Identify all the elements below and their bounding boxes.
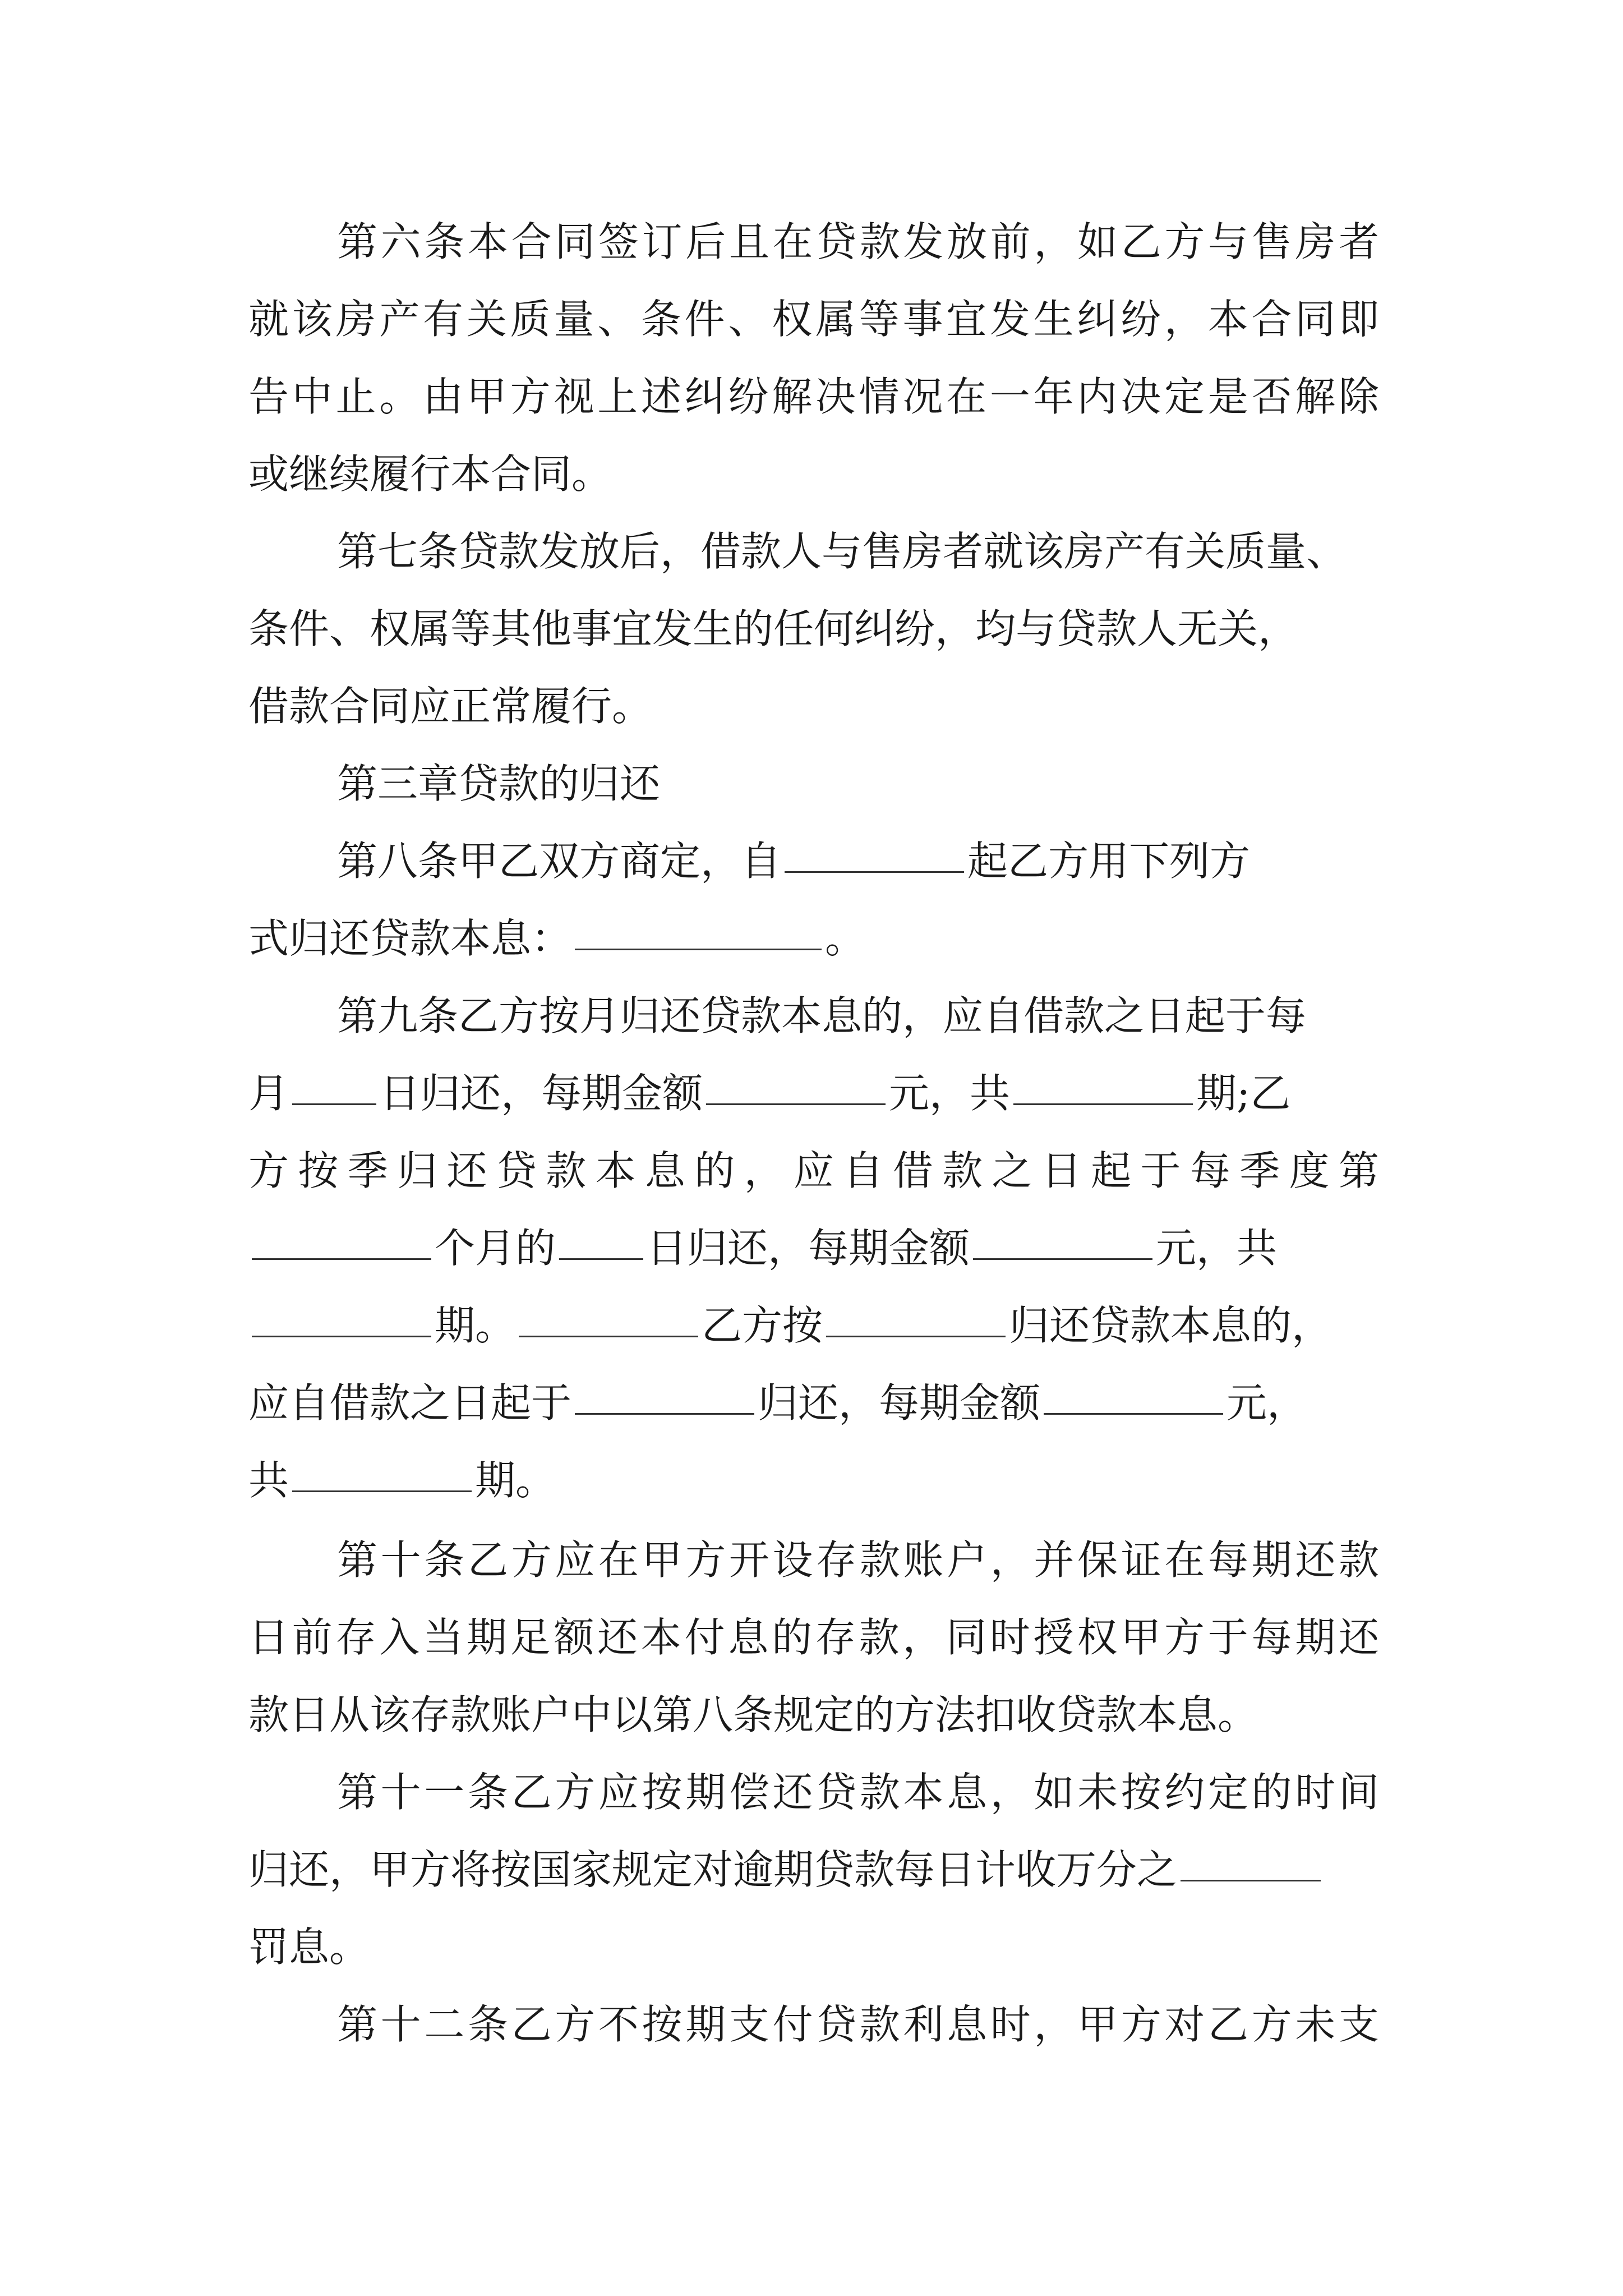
text: 就该房产有关质量、条件、权属等事宜发生纠纷，本合同即 — [248, 296, 1382, 343]
text: 方按季归还贷款本息的，应自借款之日起于每季度第 — [248, 1147, 1389, 1194]
text: 归还，每期金额 — [758, 1379, 1041, 1427]
repayment-method-blank[interactable] — [575, 914, 822, 950]
text: 元，共 — [1156, 1225, 1278, 1272]
article10-line2 — [248, 1599, 1382, 1676]
article7-line1 — [248, 513, 1379, 590]
article6-line4 — [248, 435, 1379, 513]
monthly-amount-blank[interactable] — [706, 1069, 886, 1105]
text: 或继续履行本合同。 — [248, 450, 612, 498]
other-date-blank[interactable] — [575, 1378, 754, 1415]
article9-line3 — [248, 1132, 1389, 1209]
article12-line1 — [248, 1986, 1382, 2063]
text: 元， — [1227, 1379, 1308, 1427]
article7-line3 — [248, 668, 1379, 745]
article9-line2 — [248, 1055, 1379, 1132]
text: 借款合同应正常履行。 — [248, 683, 653, 730]
text: 应自借款之日起于 — [248, 1379, 572, 1427]
other-method-blank[interactable] — [519, 1301, 698, 1337]
other-frequency-blank[interactable] — [826, 1301, 1006, 1337]
text: 第十条乙方应在甲方开设存款账户，并保证在每期还款 — [337, 1536, 1382, 1584]
text: 起乙方用下列方 — [967, 838, 1251, 885]
text: 个月的 — [435, 1225, 556, 1272]
text: 罚息。 — [248, 1924, 370, 1971]
start-date-blank[interactable] — [785, 836, 964, 873]
text: 元，共 — [889, 1070, 1011, 1117]
monthly-day-blank[interactable] — [292, 1069, 376, 1105]
text: 第十二条乙方不按期支付贷款利息时，甲方对乙方未支 — [337, 2001, 1382, 2048]
article6-line1 — [248, 203, 1382, 280]
text: 条件、权属等其他事宜发生的任何纠纷，均与贷款人无关， — [248, 605, 1299, 652]
text: 款日从该存款账户中以第八条规定的方法扣收贷款本息。 — [248, 1691, 1258, 1738]
text: 第九条乙方按月归还贷款本息的，应自借款之日起于每 — [337, 992, 1307, 1039]
chapter-heading — [248, 745, 1379, 822]
article11-line3 — [248, 1908, 1379, 1986]
quarter-day-blank[interactable] — [559, 1223, 643, 1260]
article6-line2 — [248, 280, 1382, 358]
text: 式归还贷款本息： — [248, 915, 572, 962]
monthly-periods-blank[interactable] — [1013, 1069, 1193, 1105]
text: 日归还，每期金额 — [647, 1225, 970, 1272]
text: 期。 — [475, 1457, 556, 1504]
quarter-month-blank[interactable] — [252, 1223, 431, 1260]
article9-line6 — [248, 1364, 1379, 1442]
text: 日归还，每期金额 — [380, 1070, 703, 1117]
article9-line1 — [248, 977, 1379, 1055]
article8-line2 — [248, 900, 1379, 977]
other-amount-blank[interactable] — [1044, 1378, 1223, 1415]
text: 归还，甲方将按国家规定对逾期贷款每日计收万分之 — [248, 1846, 1178, 1893]
text: 归还贷款本息的， — [1009, 1302, 1332, 1349]
text: 第八条甲乙双方商定，自 — [337, 838, 782, 885]
chapter-title: 第三章贷款的归还 — [337, 760, 661, 807]
article9-line7 — [248, 1442, 1379, 1519]
article7-line2 — [248, 590, 1379, 668]
article8-line1 — [248, 822, 1379, 900]
article10-line1 — [248, 1521, 1382, 1599]
text: 乙方按 — [702, 1302, 823, 1349]
text: 告中止。由甲方视上述纠纷解决情况在一年内决定是否解除 — [248, 373, 1382, 420]
quarter-amount-blank[interactable] — [973, 1223, 1152, 1260]
quarter-periods-blank[interactable] — [252, 1301, 431, 1337]
article11-line2 — [248, 1831, 1379, 1908]
text: 月 — [248, 1070, 289, 1117]
article11-line1 — [248, 1754, 1382, 1831]
penalty-rate-blank[interactable] — [1181, 1845, 1321, 1881]
text: 。 — [825, 915, 866, 962]
text: 第六条本合同签订后且在贷款发放前，如乙方与售房者 — [337, 218, 1382, 265]
text: 期。 — [435, 1302, 516, 1349]
contract-page — [248, 203, 1389, 2063]
article6-line3 — [248, 358, 1382, 435]
other-periods-blank[interactable] — [292, 1456, 472, 1492]
text: 期;乙 — [1196, 1070, 1291, 1117]
article9-line4 — [248, 1209, 1379, 1287]
article10-line3 — [248, 1676, 1379, 1754]
text: 共 — [248, 1457, 289, 1504]
text: 日前存入当期足额还本付息的存款，同时授权甲方于每期还 — [248, 1614, 1382, 1661]
text: 第七条贷款发放后，借款人与售房者就该房产有关质量、 — [337, 528, 1347, 575]
article9-line5 — [248, 1287, 1379, 1364]
text: 第十一条乙方应按期偿还贷款本息，如未按约定的时间 — [337, 1769, 1382, 1816]
